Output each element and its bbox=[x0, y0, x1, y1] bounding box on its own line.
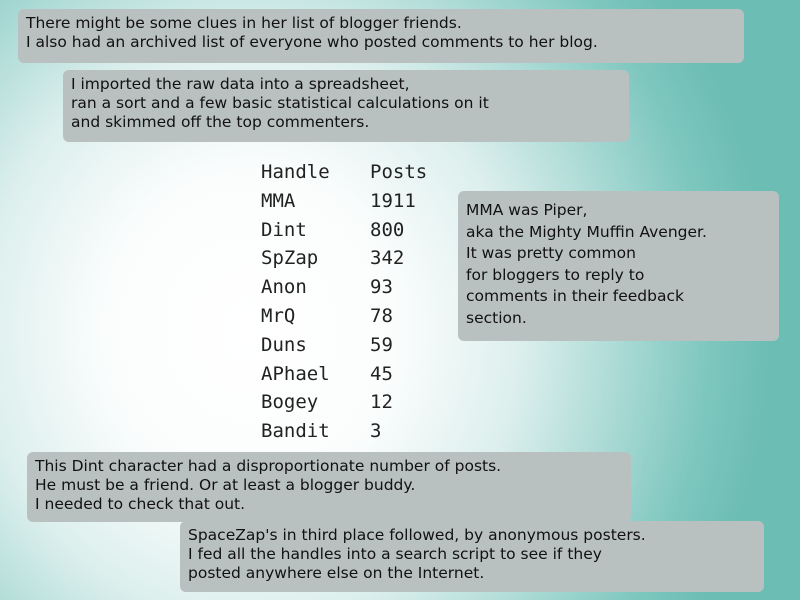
posts-cell: 78 bbox=[370, 304, 393, 327]
table-row bbox=[261, 216, 450, 245]
handle-cell: Bogey bbox=[261, 391, 319, 414]
caption-spacezap-search bbox=[180, 521, 764, 592]
handle-cell: APhael bbox=[261, 362, 330, 385]
caption-line: I also had an archived list of everyone who posted comments to her blog. bbox=[26, 33, 598, 51]
caption-line: aka the Mighty Muffin Avenger. bbox=[466, 222, 707, 241]
caption-line: I imported the raw data into a spreadsheet, bbox=[71, 75, 410, 93]
posts-cell: 59 bbox=[370, 333, 393, 356]
table-row bbox=[261, 417, 450, 446]
table-row bbox=[261, 331, 450, 360]
handle-cell: SpZap bbox=[261, 247, 319, 270]
caption-blogger-friends bbox=[18, 9, 744, 63]
posts-cell: 45 bbox=[370, 362, 393, 385]
table-row bbox=[261, 360, 450, 389]
caption-line: SpaceZap's in third place followed, by anonymous posters. bbox=[188, 526, 646, 544]
commenter-stats-table bbox=[261, 158, 450, 446]
table-row bbox=[261, 302, 450, 331]
posts-cell: 3 bbox=[370, 420, 382, 443]
caption-line: I needed to check that out. bbox=[35, 495, 246, 513]
caption-line: MMA was Piper, bbox=[466, 201, 588, 219]
posts-cell: 342 bbox=[370, 247, 405, 270]
caption-dint-character bbox=[27, 452, 631, 522]
caption-line: posted anywhere else on the Internet. bbox=[188, 564, 485, 582]
caption-line: It was pretty common bbox=[466, 244, 636, 262]
posts-cell: 800 bbox=[370, 218, 405, 241]
caption-line: He must be a friend. Or at least a blogger buddy. bbox=[35, 476, 416, 494]
caption-line: for bloggers to reply to bbox=[466, 265, 645, 284]
column-header-handle: Handle bbox=[261, 161, 330, 183]
caption-spreadsheet bbox=[63, 70, 629, 142]
posts-cell: 12 bbox=[370, 391, 393, 414]
column-header-posts: Posts bbox=[370, 161, 428, 183]
caption-line: comments in their feedback bbox=[466, 287, 684, 305]
table-row bbox=[261, 273, 450, 302]
table-row bbox=[261, 244, 450, 273]
handle-cell: MrQ bbox=[261, 304, 296, 327]
table-row bbox=[261, 388, 450, 417]
table-row bbox=[261, 187, 450, 216]
caption-line: section. bbox=[466, 308, 527, 327]
caption-mma-piper bbox=[458, 191, 779, 341]
caption-line: ran a sort and a few basic statistical calculations on it bbox=[71, 94, 489, 112]
handle-cell: Dint bbox=[261, 218, 307, 241]
caption-line: and skimmed off the top commenters. bbox=[71, 113, 370, 131]
caption-line: I fed all the handles into a search script to see if they bbox=[188, 545, 602, 563]
posts-cell: 93 bbox=[370, 276, 393, 299]
handle-cell: Duns bbox=[261, 333, 307, 356]
handle-cell: Bandit bbox=[261, 420, 330, 443]
handle-cell: Anon bbox=[261, 276, 307, 299]
posts-cell: 1911 bbox=[370, 189, 416, 212]
handle-cell: MMA bbox=[261, 189, 296, 212]
caption-line: This Dint character had a disproportionate number of posts. bbox=[35, 457, 502, 475]
caption-line: There might be some clues in her list of blogger friends. bbox=[26, 14, 462, 32]
table-header-row bbox=[261, 158, 450, 187]
